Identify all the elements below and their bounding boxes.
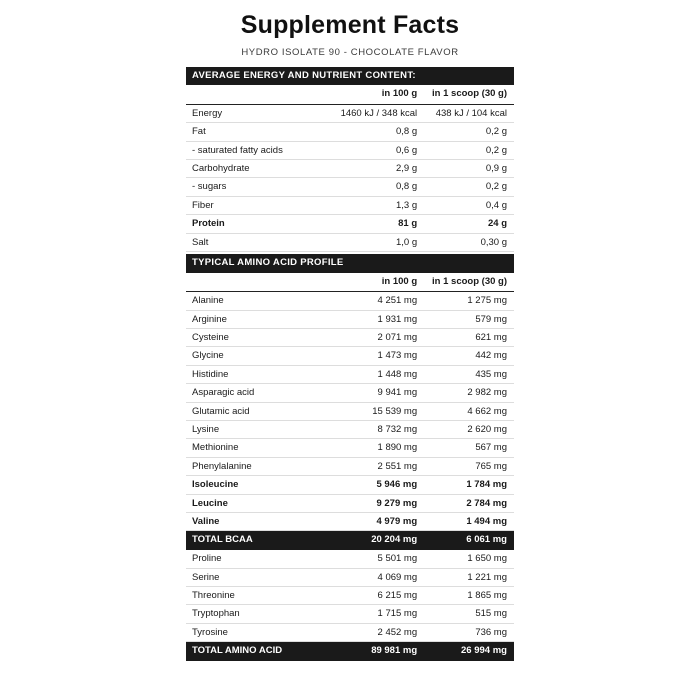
table-row xyxy=(186,457,514,475)
row-label: Leucine xyxy=(186,494,324,512)
row-label: Proline xyxy=(186,550,324,568)
table-row xyxy=(186,104,514,122)
row-value-100g: 2 452 mg xyxy=(324,623,422,641)
row-value-100g: 0,6 g xyxy=(324,141,422,159)
row-value-100g: 4 979 mg xyxy=(324,512,422,530)
row-label: Energy xyxy=(186,104,324,122)
row-value-scoop: 1 650 mg xyxy=(422,550,514,568)
row-value-scoop: 0,2 g xyxy=(422,123,514,141)
amino-acid-table xyxy=(186,273,514,531)
row-value-100g: 4 069 mg xyxy=(324,568,422,586)
row-label: Protein xyxy=(186,215,324,233)
table-row xyxy=(186,476,514,494)
row-value-100g: 5 501 mg xyxy=(324,550,422,568)
amino-table-body-top xyxy=(186,292,514,531)
row-label: Serine xyxy=(186,568,324,586)
row-label: Arginine xyxy=(186,310,324,328)
row-value-scoop: 24 g xyxy=(422,215,514,233)
table-row xyxy=(186,512,514,530)
table-row xyxy=(186,123,514,141)
row-label: Fiber xyxy=(186,196,324,214)
table-row xyxy=(186,439,514,457)
nutrient-table-head xyxy=(186,85,514,104)
row-label: Salt xyxy=(186,233,324,251)
table-row xyxy=(186,347,514,365)
row-label: Threonine xyxy=(186,587,324,605)
row-value-scoop: 515 mg xyxy=(422,605,514,623)
product-subtitle: HYDRO ISOLATE 90 - CHOCOLATE FLAVOR xyxy=(241,46,459,58)
row-value-100g: 2 551 mg xyxy=(324,457,422,475)
row-label: Alanine xyxy=(186,292,324,310)
row-label: Cysteine xyxy=(186,329,324,347)
nutrient-col-name xyxy=(186,85,324,104)
amino-col-per-100g: in 100 g xyxy=(324,273,422,292)
amino-header-row xyxy=(186,273,514,292)
table-row xyxy=(186,233,514,251)
nutrient-header-row xyxy=(186,85,514,104)
table-row xyxy=(186,605,514,623)
row-value-scoop: 1 221 mg xyxy=(422,568,514,586)
row-label: Valine xyxy=(186,512,324,530)
row-value-scoop: 1 494 mg xyxy=(422,512,514,530)
row-value-scoop: 2 620 mg xyxy=(422,420,514,438)
nutrient-col-per-100g: in 100 g xyxy=(324,85,422,104)
row-value-100g: 8 732 mg xyxy=(324,420,422,438)
row-label: Histidine xyxy=(186,365,324,383)
table-row xyxy=(186,141,514,159)
table-row xyxy=(186,159,514,177)
table-row xyxy=(186,623,514,641)
row-value-scoop: 765 mg xyxy=(422,457,514,475)
row-value-100g: 2,9 g xyxy=(324,159,422,177)
table-row xyxy=(186,402,514,420)
row-value-scoop: 2 982 mg xyxy=(422,384,514,402)
table-row xyxy=(186,310,514,328)
row-value-scoop: 4 662 mg xyxy=(422,402,514,420)
table-row xyxy=(186,550,514,568)
row-value-100g: 0,8 g xyxy=(324,178,422,196)
row-label: - sugars xyxy=(186,178,324,196)
row-label: Tyrosine xyxy=(186,623,324,641)
row-value-scoop: 0,4 g xyxy=(422,196,514,214)
row-label: Fat xyxy=(186,123,324,141)
row-value-scoop: 0,30 g xyxy=(422,233,514,251)
row-value-100g: 15 539 mg xyxy=(324,402,422,420)
nutrient-section-header: AVERAGE ENERGY AND NUTRIENT CONTENT: xyxy=(186,67,514,86)
row-value-100g: 6 215 mg xyxy=(324,587,422,605)
nutrient-table xyxy=(186,85,514,252)
row-value-100g: 4 251 mg xyxy=(324,292,422,310)
nutrient-col-per-scoop: in 1 scoop (30 g) xyxy=(422,85,514,104)
row-value-100g: 1 473 mg xyxy=(324,347,422,365)
row-value-scoop: 438 kJ / 104 kcal xyxy=(422,104,514,122)
row-value-scoop: 1 865 mg xyxy=(422,587,514,605)
page-title: Supplement Facts xyxy=(240,11,460,39)
row-label: Lysine xyxy=(186,420,324,438)
row-value-100g: 1 715 mg xyxy=(324,605,422,623)
row-value-100g: 2 071 mg xyxy=(324,329,422,347)
table-row xyxy=(186,587,514,605)
table-row xyxy=(186,365,514,383)
amino-section-header: TYPICAL AMINO ACID PROFILE xyxy=(186,254,514,273)
table-row xyxy=(186,494,514,512)
row-value-100g: 9 279 mg xyxy=(324,494,422,512)
nutrient-table-body xyxy=(186,104,514,251)
row-value-scoop: 0,9 g xyxy=(422,159,514,177)
table-row xyxy=(186,384,514,402)
row-value-100g: 0,8 g xyxy=(324,123,422,141)
row-value-100g: 1 890 mg xyxy=(324,439,422,457)
row-value-scoop: 579 mg xyxy=(422,310,514,328)
amino-col-per-scoop: in 1 scoop (30 g) xyxy=(422,273,514,292)
row-value-scoop: 0,2 g xyxy=(422,141,514,159)
row-value-100g: 1,0 g xyxy=(324,233,422,251)
row-value-100g: 81 g xyxy=(324,215,422,233)
table-row xyxy=(186,178,514,196)
row-value-scoop: 621 mg xyxy=(422,329,514,347)
total-amino-scoop: 26 994 mg xyxy=(461,645,507,657)
total-amino-label: TOTAL AMINO ACID xyxy=(192,645,283,657)
row-value-scoop: 567 mg xyxy=(422,439,514,457)
row-value-100g: 9 941 mg xyxy=(324,384,422,402)
table-row xyxy=(186,329,514,347)
table-row xyxy=(186,196,514,214)
row-value-scoop: 0,2 g xyxy=(422,178,514,196)
total-bcaa-100g: 20 204 mg xyxy=(371,534,418,546)
row-label: Asparagic acid xyxy=(186,384,324,402)
row-value-scoop: 1 275 mg xyxy=(422,292,514,310)
total-bcaa-label: TOTAL BCAA xyxy=(192,534,253,546)
table-row xyxy=(186,420,514,438)
row-label: Carbohydrate xyxy=(186,159,324,177)
row-label: - saturated fatty acids xyxy=(186,141,324,159)
table-row xyxy=(186,292,514,310)
row-label: Phenylalanine xyxy=(186,457,324,475)
row-label: Isoleucine xyxy=(186,476,324,494)
row-value-scoop: 2 784 mg xyxy=(422,494,514,512)
supplement-facts-panel xyxy=(186,0,514,661)
row-value-scoop: 435 mg xyxy=(422,365,514,383)
row-label: Glutamic acid xyxy=(186,402,324,420)
row-value-100g: 1460 kJ / 348 kcal xyxy=(324,104,422,122)
table-row xyxy=(186,568,514,586)
row-value-100g: 1 931 mg xyxy=(324,310,422,328)
total-bcaa-row xyxy=(186,531,514,550)
table-row xyxy=(186,215,514,233)
amino-acid-table-bottom xyxy=(186,550,514,642)
amino-table-head xyxy=(186,273,514,292)
row-label: Glycine xyxy=(186,347,324,365)
row-value-scoop: 1 784 mg xyxy=(422,476,514,494)
row-label: Tryptophan xyxy=(186,605,324,623)
total-bcaa-scoop: 6 061 mg xyxy=(466,534,507,546)
row-value-100g: 1,3 g xyxy=(324,196,422,214)
amino-table-body-bottom xyxy=(186,550,514,641)
row-label: Methionine xyxy=(186,439,324,457)
row-value-scoop: 442 mg xyxy=(422,347,514,365)
row-value-100g: 1 448 mg xyxy=(324,365,422,383)
row-value-100g: 5 946 mg xyxy=(324,476,422,494)
amino-col-name xyxy=(186,273,324,292)
total-amino-100g: 89 981 mg xyxy=(371,645,418,657)
total-amino-acid-row xyxy=(186,642,514,661)
row-value-scoop: 736 mg xyxy=(422,623,514,641)
